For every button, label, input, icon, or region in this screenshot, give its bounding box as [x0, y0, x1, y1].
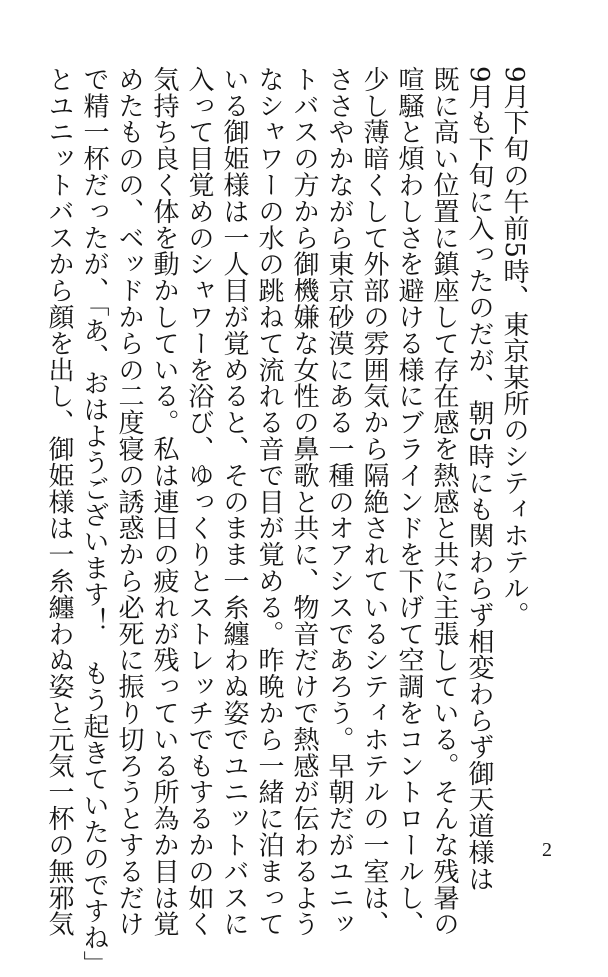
text-line-12: めたものの、ベッドからの二度寝の誘惑から必死に振り切ろうとするだけ	[114, 66, 144, 938]
text-line-7: トバスの方から御機嫌な女性の鼻歌と共に、物音だけで熱感が伝わるよう	[289, 66, 319, 938]
text-line-10: 入って目覚めのシャワーを浴び、ゆっくりとストレッチでもするかの如く	[184, 66, 214, 938]
text-line-14: とユニットバスから顔を出し、御姫様は一糸纏わぬ姿と元気一杯の無邪気	[44, 66, 74, 938]
vertical-text-body	[44, 66, 531, 977]
text-line-13: で精一杯だったが、「あ、おはようございます！ もう起きていたのですね」	[79, 66, 109, 977]
text-line-5: 少し薄暗くして外部の雰囲気から隔絶されているシティホテルの一室は、	[359, 66, 389, 938]
text-line-6: ささやかながら東京砂漠にある一種のオアシスであろう。早朝だがユニッ	[324, 66, 354, 938]
text-line-3: 既に高い位置に鎮座して存在感を熱感と共に主張している。そんな残暑の	[429, 66, 459, 938]
text-line-2: 9月も下旬に入ったのだが、朝5時にも関わらず相変わらず御天道様は	[464, 66, 494, 892]
text-line-4: 喧騒と煩わしさを避ける様にブラインドを下げて空調をコントロールし、	[394, 66, 424, 938]
text-line-1: 9月下旬の午前5時、東京某所のシティホテル。	[499, 66, 529, 628]
text-line-11: 気持ち良く体を動かしている。私は連日の疲れが残っている所為か目は覚	[149, 66, 179, 938]
text-line-8: なシャワーの水の跳ねて流れる音で目が覚める。昨晩から一緒に泊まって	[254, 66, 284, 938]
text-line-9: いる御姫様は一人目が覚めると、そのまま一糸纏わぬ姿でユニットバスに	[219, 66, 249, 938]
page-number: 2	[542, 839, 552, 861]
